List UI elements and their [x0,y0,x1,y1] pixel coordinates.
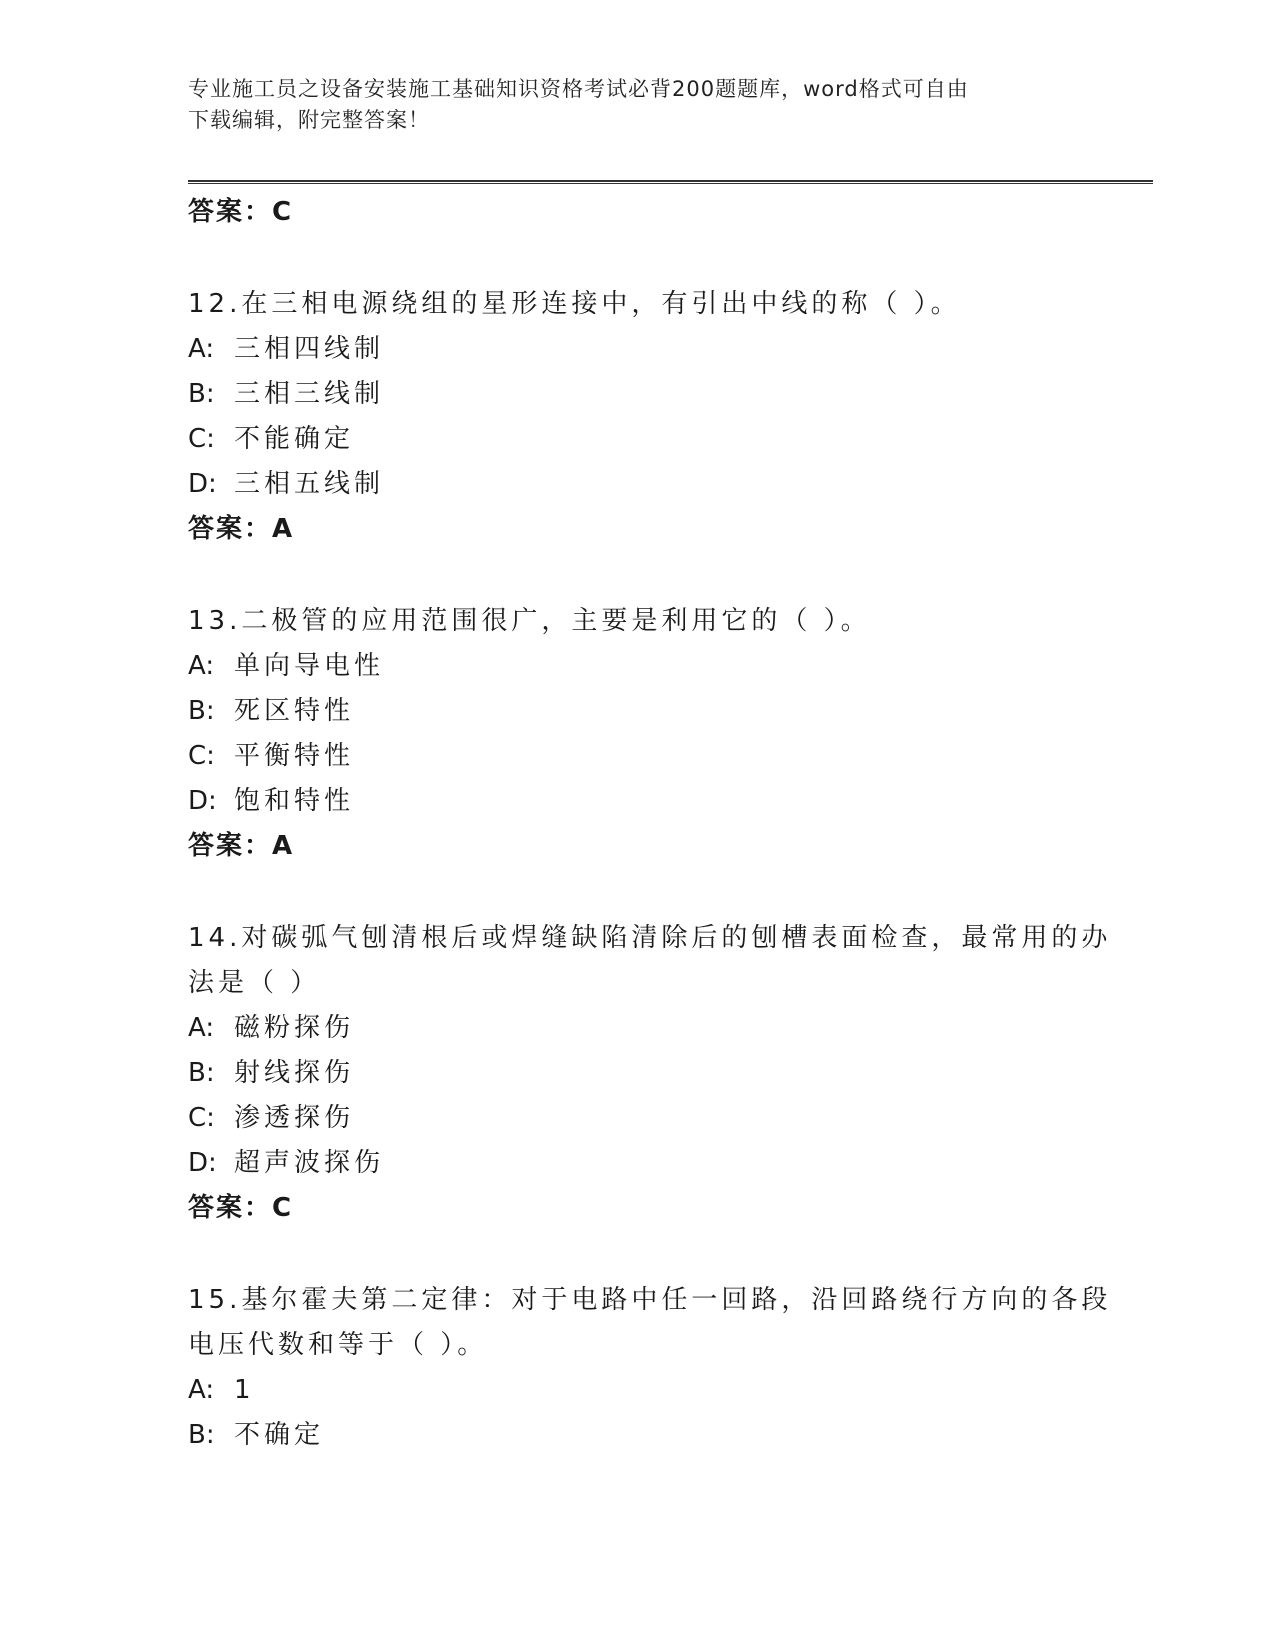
question-15 [188,1278,1112,1458]
option-b [188,1051,1088,1096]
option-text: 平衡特性 [234,741,355,771]
answer: 答案：C [188,1193,294,1223]
option-letter: B: [188,696,215,726]
question-text: 13.二极管的应用范围很广，主要是利用它的（ ）。 [188,606,871,636]
question-text-cont: 电压代数和等于（ ）。 [188,1330,488,1360]
option-text: 三相五线制 [234,469,385,499]
option-text: 不能确定 [234,424,355,454]
option-text: 1 [234,1375,255,1405]
option-d [188,1141,1088,1186]
page-header [188,74,1088,136]
option-a [188,1368,1088,1413]
option-text: 三相四线制 [234,334,385,364]
option-a [188,644,1088,689]
header-line-1: 专业施工员之设备安装施工基础知识资格考试必背200题题库，word格式可自由 [188,77,969,101]
question-text: 14.对碳弧气刨清根后或焊缝缺陷清除后的刨槽表面检查，最常用的办 [188,923,1112,953]
option-letter: A: [188,334,215,364]
question-text: 12.在三相电源绕组的星形连接中，有引出中线的称（ ）。 [188,289,961,319]
option-letter: B: [188,1420,215,1450]
option-letter: D: [188,786,217,816]
spacer [188,869,1088,916]
option-letter: C: [188,1103,215,1133]
option-letter: D: [188,469,217,499]
option-b [188,1413,1088,1458]
option-b [188,372,1088,417]
spacer [188,235,1088,282]
option-a [188,1006,1088,1051]
question-13 [188,599,1088,869]
option-letter: B: [188,379,215,409]
option-text: 三相三线制 [234,379,385,409]
option-a [188,327,1088,372]
option-letter: D: [188,1148,217,1178]
option-text: 单向导电性 [234,651,385,681]
question-14 [188,916,1112,1231]
option-b [188,689,1088,734]
question-text-cont: 法是（ ） [188,968,321,998]
answer: 答案：A [188,514,295,544]
option-letter: C: [188,424,215,454]
question-text: 15.基尔霍夫第二定律：对于电路中任一回路，沿回路绕行方向的各段 [188,1285,1112,1315]
spacer [188,1231,1088,1278]
header-divider [188,180,1153,184]
option-letter: C: [188,741,215,771]
option-text: 磁粉探伤 [234,1013,355,1043]
answer-prev: 答案：C [188,197,294,227]
option-c [188,734,1088,779]
option-text: 饱和特性 [234,786,355,816]
option-d [188,462,1088,507]
spacer [188,552,1088,599]
answer: 答案：A [188,831,295,861]
option-letter: A: [188,651,215,681]
option-text: 超声波探伤 [234,1148,385,1178]
option-d [188,779,1088,824]
option-text: 死区特性 [234,696,355,726]
option-text: 渗透探伤 [234,1103,355,1133]
option-text: 不确定 [234,1420,325,1450]
question-list [188,190,1112,1458]
question-12 [188,282,1088,552]
option-letter: B: [188,1058,215,1088]
option-c [188,417,1088,462]
option-c [188,1096,1088,1141]
option-letter: A: [188,1013,215,1043]
header-line-2: 下载编辑，附完整答案！ [188,108,430,132]
option-letter: A: [188,1375,215,1405]
option-text: 射线探伤 [234,1058,355,1088]
